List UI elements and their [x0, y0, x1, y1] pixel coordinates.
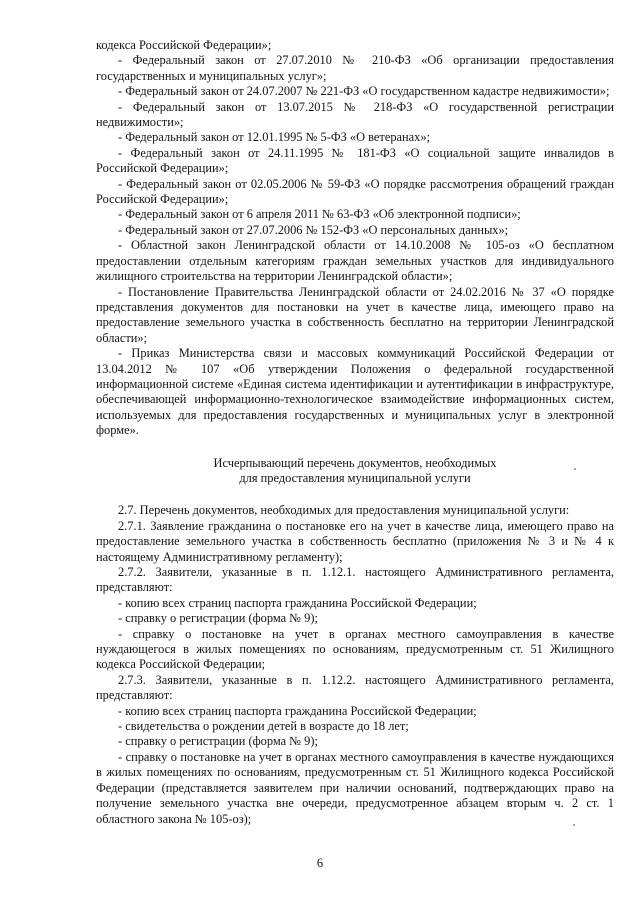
clause-paragraph: 2.7.2. Заявители, указанные в п. 1.12.1. настоящего Административного регламента, представляют:	[96, 565, 614, 595]
law-item: - Федеральный закон от 27.07.2006 № 152-ФЗ «О персональных данных»;	[118, 222, 509, 237]
clause-paragraph: 2.7. Перечень документов, необходимых для предоставления муниципальной услуги:	[118, 503, 570, 518]
page-number: 6	[316, 856, 324, 870]
law-item: - Областной закон Ленинградской области от 14.10.2008 № 105-оз «О бесплатном предоставлении отдельным категориям граждан земельных участков для индивидуального жилищного строительства на территории Ленинградской области»;	[96, 238, 614, 284]
law-item: - Федеральный закон от 13.07.2015 № 218-ФЗ «О государственной регистрации недвижимости»;	[96, 99, 614, 130]
scan-speck	[574, 468, 576, 470]
section-heading	[96, 456, 614, 487]
paragraph-continuation: кодекса Российской Федерации»;	[96, 38, 272, 52]
clause-paragraph: 2.7.1. Заявление гражданина о постановке его на учет в качестве лица, имеющего право на предоставление земельного участка в собственность бесплатно (приложения № 3 и № 4 к настоящему Административному регламенту);	[96, 518, 614, 564]
scan-speck	[573, 824, 575, 826]
document-list-item: - справку о регистрации (форма № 9);	[118, 611, 318, 626]
law-item: - Постановление Правительства Ленинградской области от 24.02.2016 № 37 «О порядке представления документов для постановки на учет в качестве лица, имеющего право на предоставление земельного участка в собственность бесплатно на территории Ленинградской области»;	[96, 284, 614, 345]
law-item: - Федеральный закон от 12.01.1995 № 5-ФЗ «О ветеранах»;	[118, 130, 431, 145]
document-list-item: - свидетельства о рождении детей в возрасте до 18 лет;	[118, 719, 409, 734]
document-list-item: - копию всех страниц паспорта гражданина Российской Федерации;	[118, 595, 477, 610]
document-body	[96, 38, 614, 827]
law-item: - Федеральный закон от 02.05.2006 № 59-ФЗ «О порядке рассмотрения обращений граждан Российской Федерации»;	[96, 176, 614, 207]
clause-paragraph: 2.7.3. Заявители, указанные в п. 1.12.2. настоящего Административного регламента, представляют:	[96, 672, 614, 703]
section-heading-line-1: Исчерпывающий перечень документов, необходимых	[213, 455, 497, 470]
document-list-item: - копию всех страниц паспорта гражданина Российской Федерации;	[118, 703, 477, 718]
law-item: - Федеральный закон от 6 апреля 2011 № 63-ФЗ «Об электронной подписи»;	[118, 207, 521, 222]
law-item: - Федеральный закон от 27.07.2010 № 210-ФЗ «Об организации предоставления государственных и муниципальных услуг»;	[96, 53, 614, 83]
document-list-item: - справку о постановке на учет в органах местного самоуправления в качестве нуждающихся в жилых помещениях по основаниям, предусмотренным ст. 51 Жилищного кодекса Российской Федерации (представляется заявителем при наличии оснований, подтверждающих право на получение земельного участка вне очереди, предусмотренное абзацем вторым ч. 2 ст. 1 областного закона № 105-оз);	[96, 749, 614, 826]
law-item: - Приказ Министерства связи и массовых коммуникаций Российской Федерации от 13.04.2012 № 107 «Об утверждении Положения о федеральной государственной информационной системе «Единая система идентификации и аутентификации в инфраструктуре, обеспечивающей информационно-технологическое взаимодействие информационных систем, используемых для предоставления государственных и муниципальных услуг в электронной форме».	[96, 346, 614, 438]
section-heading-line-2: для предоставления муниципальной услуги	[239, 470, 471, 485]
document-list-item: - справку о постановке на учет в органах местного самоуправления в качестве нуждающегося в жилых помещениях по основаниям, предусмотренным ст. 51 Жилищного кодекса Российской Федерации;	[96, 626, 614, 672]
law-item: - Федеральный закон от 24.11.1995 № 181-ФЗ «О социальной защите инвалидов в Российской Федерации»;	[96, 145, 614, 176]
law-item: - Федеральный закон от 24.07.2007 № 221-ФЗ «О государственном кадастре недвижимости»;	[118, 84, 610, 99]
document-list-item: - справку о регистрации (форма № 9);	[118, 734, 318, 749]
